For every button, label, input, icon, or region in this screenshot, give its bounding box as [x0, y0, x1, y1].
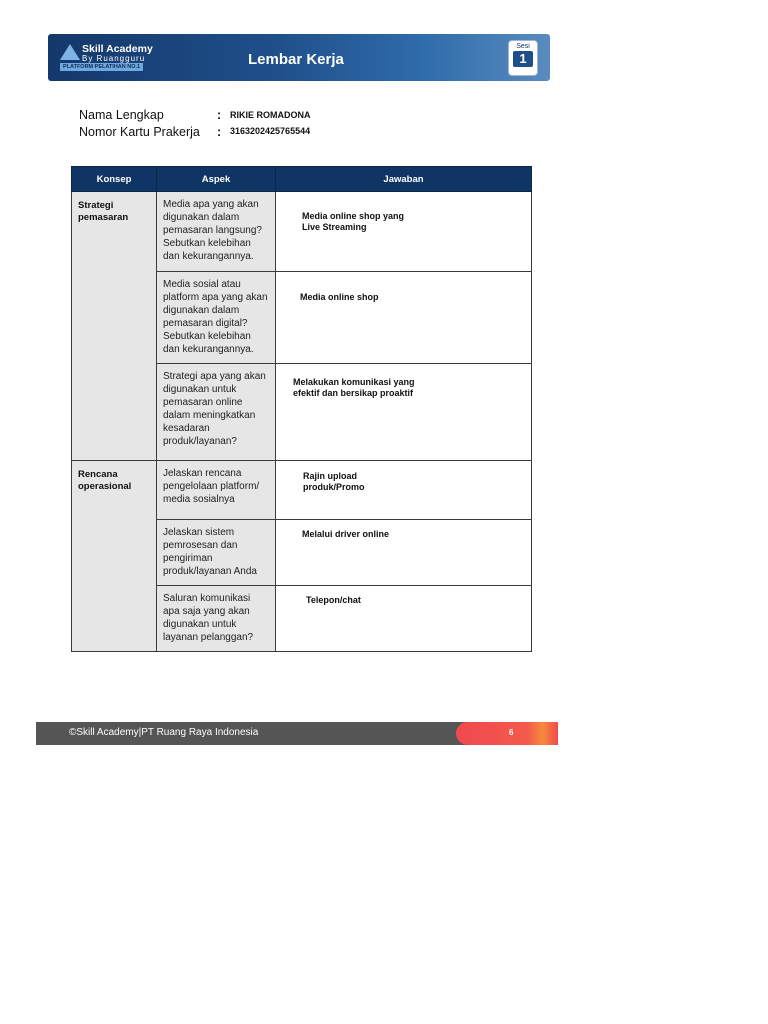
jawaban-text: Melalui driver online	[302, 529, 390, 539]
aspek-cell: Media apa yang akan digunakan dalam pemasaran langsung? Sebutkan kelebihan dan kekurangannya.	[157, 192, 276, 272]
footer-copyright: ©Skill Academy|PT Ruang Raya Indonesia	[69, 727, 259, 738]
aspek-cell: Media sosial atau platform apa yang akan digunakan dalam pemasaran digital? Sebutkan kelebihan dan kekurangannya.	[157, 272, 276, 364]
logo-mark-icon	[60, 44, 80, 60]
jawaban-cell	[276, 364, 532, 461]
table-row	[72, 461, 532, 520]
jawaban-text: Media online shop yang Live Streaming	[302, 211, 405, 232]
jawaban-text: Rajin upload produk/Promo	[303, 471, 365, 492]
logo-byline: By Ruangguru	[82, 54, 146, 63]
aspek-cell: Saluran komunikasi apa saja yang akan digunakan untuk layanan pelanggan?	[157, 586, 276, 652]
header-aspek: Aspek	[157, 167, 276, 192]
session-badge	[508, 40, 538, 76]
logo-tagline: PLATFORM PELATIHAN NO.1	[60, 63, 143, 71]
card-value: 3163202425765544	[230, 126, 311, 136]
skill-academy-logo	[60, 42, 170, 72]
name-colon: :	[217, 108, 222, 122]
konsep-cell: Strategi pemasaran	[72, 192, 157, 461]
header-banner	[48, 34, 550, 81]
table-header-row	[72, 167, 532, 192]
jawaban-cell	[276, 520, 532, 586]
header-jawaban: Jawaban	[276, 167, 532, 192]
page-title: Lembar Kerja	[248, 51, 344, 68]
aspek-cell: Jelaskan rencana pengelolaan platform/ media sosialnya	[157, 461, 276, 520]
aspek-cell: Jelaskan sistem pemrosesan dan pengiriman produk/layanan Anda	[157, 520, 276, 586]
footer-bar	[36, 722, 558, 745]
worksheet-table	[71, 166, 532, 652]
jawaban-text: Telepon/chat	[306, 595, 361, 605]
konsep-cell: Rencana operasional	[72, 461, 157, 652]
jawaban-cell	[276, 272, 532, 364]
aspek-cell: Strategi apa yang akan digunakan untuk pemasaran online dalam meningkatkan kesadaran produk/layanan?	[157, 364, 276, 461]
jawaban-cell	[276, 461, 532, 520]
jawaban-text: Melakukan komunikasi yang efektif dan bersikap proaktif	[293, 377, 415, 398]
name-label: Nama Lengkap	[79, 108, 164, 122]
card-label: Nomor Kartu Prakerja	[79, 125, 200, 139]
logo-name: Skill Academy	[82, 43, 153, 55]
name-value: RIKIE ROMADONA	[230, 110, 311, 120]
jawaban-cell	[276, 192, 532, 272]
footer-page-pill	[456, 722, 558, 745]
session-number: 1	[513, 51, 533, 67]
footer-page-number: 6	[509, 728, 514, 737]
jawaban-cell	[276, 586, 532, 652]
table-row	[72, 192, 532, 272]
card-colon: :	[217, 125, 222, 139]
jawaban-text: Media online shop	[300, 292, 379, 302]
session-label: Sesi	[516, 43, 530, 50]
header-konsep: Konsep	[72, 167, 157, 192]
